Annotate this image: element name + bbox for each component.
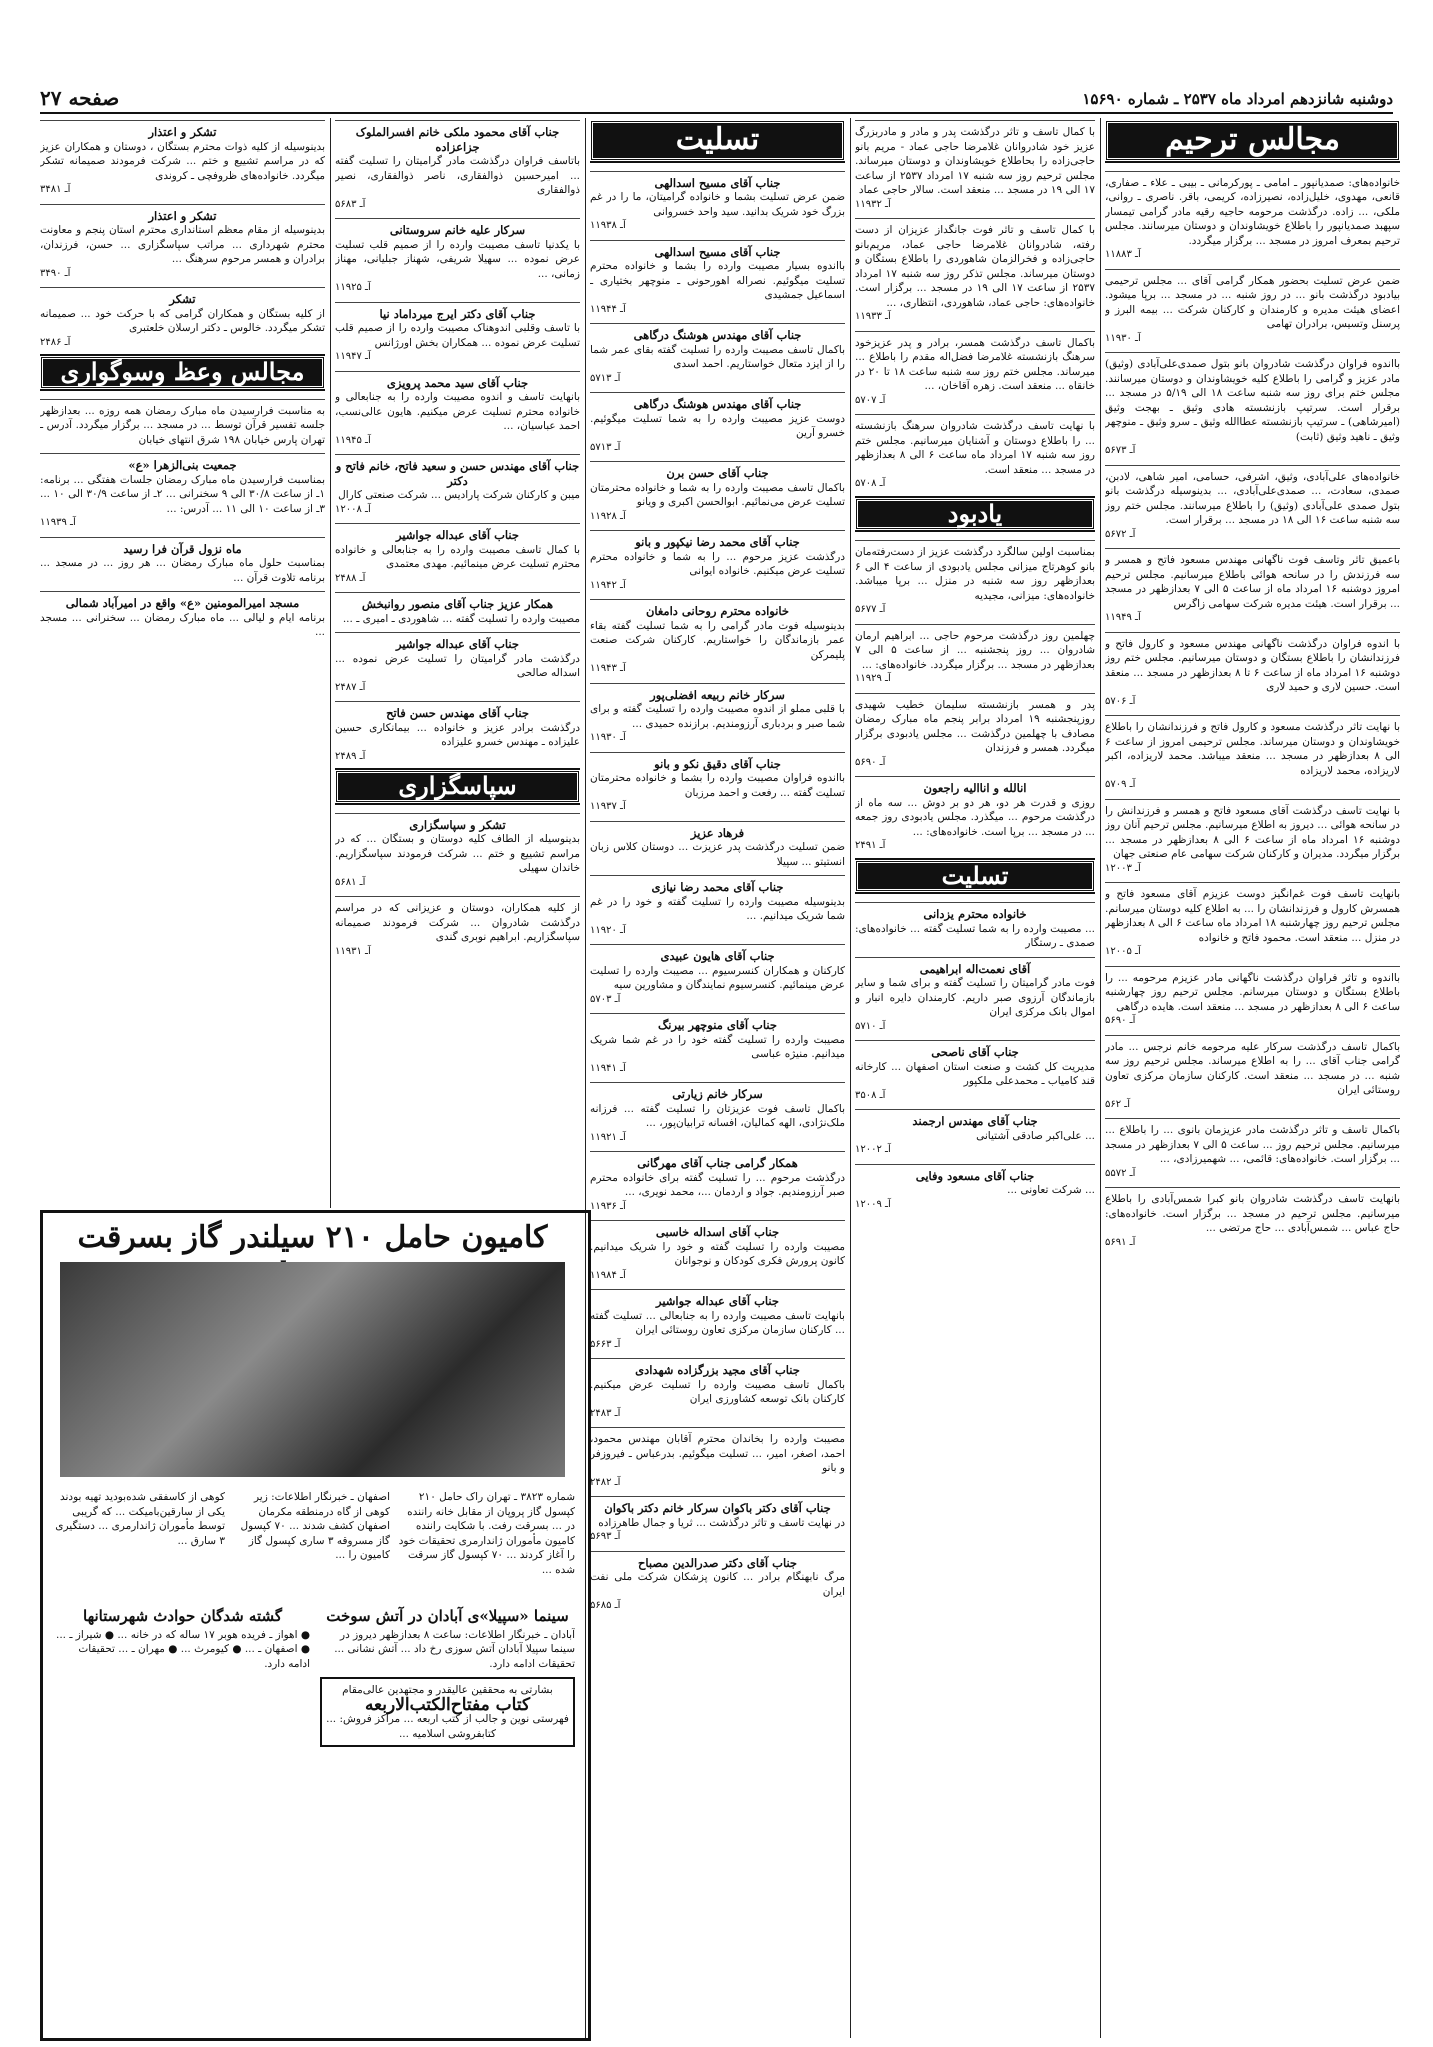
banner-vaz-sogvari: مجالس وعظ وسوگواری	[40, 356, 325, 389]
notice-title: جناب آقای منوچهر بیرنگ	[658, 1018, 777, 1032]
notice-item	[590, 1289, 845, 1358]
notice-code: آـ ۵۶۹۰	[1105, 1015, 1136, 1026]
notice-title: جناب آقای سید محمد پرویزی	[386, 375, 529, 390]
notice-item	[855, 902, 1095, 957]
notice-item	[590, 1358, 845, 1427]
notice-code: آـ ۱۲۰۰۲	[855, 1144, 891, 1155]
notice-item	[590, 1082, 845, 1151]
notice-code: آـ ۱۱۹۳۰	[590, 732, 626, 743]
page-number: صفحه ۲۷	[40, 86, 120, 110]
notice-body: بمناسبت حلول ماه مبارک رمضان ... هر روز ... در مسجد ... برنامه تلاوت قرآن ...	[40, 557, 325, 584]
banner-yadbood: یادبود	[855, 498, 1095, 531]
notice-code: آـ ۵۷۰۸	[855, 478, 886, 489]
notice-body: مصیبت وارده را تسلیت گفته خود را در غم شما شریک میدانیم. منیژه عباسی	[590, 1033, 845, 1060]
notice-title: جناب آقای مهندس هوشنگ درگاهی	[633, 397, 802, 411]
notice-body: ضمن عرض تسلیت بشما و خانواده گرامیتان، ما را در غم بزرگ خود شریک بدانید. سید واحد خسروانی	[590, 191, 845, 218]
notice-body: باکمال تاسف و تاثر درگذشت مادر عزیزمان بانوی ... را باطلاع ... میرسانیم. مجلس ترحیم روز ... ساعت ۵ الی ۷ بعدازظهر در مسجد ... برگزار است. خانواده‌های: قائمی، ... شهمیرزادی، ...	[1105, 1124, 1400, 1165]
notice-item	[855, 693, 1095, 777]
notice-body: بدینوسیله از الطاف کلیه دوستان و بستگان ... که در مراسم تشییع و ختم ... شرکت فرمودند سپاسگزاریم. خاندان سهیلی	[335, 833, 580, 874]
cinema-fire-headline: سینما «سپیلا»ی آبادان در آتش سوخت	[326, 1607, 569, 1625]
notice-code: آـ ۵۶۸۱	[335, 876, 366, 888]
notice-title: جناب آقای مسعود وفایی	[915, 1168, 1035, 1183]
notice-code: آـ ۵۶۸۳	[335, 198, 366, 210]
notice-body: با نهایت تاثر درگذشت مسعود و کارول فاتح و فرزندانشان را باطلاع خویشاوندان و دوستان میرساند. مجلس ترحیمی امروز از ساعت ۶ الی ۸ بعدازظهر در مسجد ... منعقد میباشد. محمد لاریزاده، اکبر لاریزاده، محمد لاریزاده	[1105, 721, 1400, 777]
notice-title: جناب آقای دکتر باکوان سرکار خانم دکتر باکوان	[604, 1501, 831, 1515]
notice-code: آـ ۲۴۸۸	[335, 572, 366, 584]
notice-item	[590, 461, 845, 530]
notice-title: جناب آقای عبداله جواشیر	[395, 637, 520, 651]
notice-body: بدینوسیله از کلیه ذوات محترم بستگان ، دوستان و همکاران عزیز که در مراسم تشییع و ختم ... شرکت فرمودند صمیمانه تشکر میگردد. خانواده‌های ظروفچی ـ کروندی	[40, 140, 325, 182]
notice-body: باکمال تاسف درگذشت سرکار علیه مرحومه خانم نرجس ... مادر گرامی جناب آقای ... را به اطلاع میرساند. مجلس ترحیم روز سه شنبه ... در مسجد ... منعقد است. کارکنان سازمان مرکزی تعاون روستائی ایران	[1105, 1040, 1400, 1096]
book-ad-pre: بشارتی به محققین عالیقدر و مجتهدین عالی‌مقام	[342, 1684, 553, 1696]
column-majales	[1105, 120, 1400, 2035]
notice-item	[590, 752, 845, 821]
notice-code: آـ ۵۶۸۵	[590, 1600, 621, 1611]
notice-item	[335, 813, 580, 897]
notice-item	[1105, 799, 1400, 883]
notice-body: مصیبت وارده را تسلیت گفته ... شاهوردی ـ امیری ـ ...	[342, 612, 580, 625]
notice-title: مسجد امیرالمومنین «ع» واقع در امیرآباد شمالی	[65, 596, 300, 610]
notice-code: آـ ۳۵۰۸	[855, 1089, 886, 1101]
notice-title: جناب آقای دکتر صدرالدین مصباح	[637, 1555, 798, 1570]
notice-code: آـ ۵۷۱۳	[590, 372, 621, 384]
notice-item	[40, 591, 325, 646]
notice-body: بااندوه فراوان درگذشت شادروان بانو بتول صمدی‌علی‌آبادی (وثیق) مادر عزیز و گرامی را باطلاع کلیه خویشاوندان و دوستان میرسانند. مجلس ختم برای روز سه شنبه ساعت ۱۸ الی ۵/۱۹ در مسجد ... برقرار است. سرتیپ بازنشسته هادی وثیق ـ بهجت وثیق (امیرشاهی) ـ سرتیپ بازنشسته عطاالله وثیق ـ سرو وثیق ـ منوچهر وثیق ـ ناهید وثیق (ثابت)	[1105, 358, 1400, 443]
notice-body: باعمیق تاثر وتاسف فوت ناگهانی مهندس مسعود فاتح و همسر و سه فرزندش را در سانحه هوائی باطلاع میرسانیم. مجلس ترحیم امروز دوشنبه ۱۶ امرداد ماه از ساعت ۵ الی ۷ بعدازظهر در مسجد ... برقرار است. هیئت مدیره شرکت سهامی زاگرس	[1105, 554, 1400, 610]
notice-body: بانهایت تاسف مصیبت وارده را به جنابعالی ... تسلیت گفته ... کارکنان سازمان مرکزی تعاون روستائی ایران	[590, 1309, 845, 1336]
notice-code: آـ ۵۷۰۶	[1105, 695, 1136, 707]
notice-item	[590, 821, 845, 876]
notice-code: آـ ۱۲۰۰۳	[1105, 862, 1141, 874]
notice-item	[590, 944, 845, 1013]
notice-title: جناب آقای محمود ملکی خانم افسرالملوک جزاعزاده	[355, 125, 560, 154]
notice-code: آـ ۱۱۹۴۱	[590, 1062, 626, 1074]
notice-code: آـ ۱۱۹۲۹	[855, 673, 891, 684]
notice-item	[1105, 465, 1400, 549]
notice-item	[40, 120, 325, 204]
notice-code: آـ ۱۱۹۴۲	[590, 579, 626, 591]
notice-code: آـ ۵۶۹۳	[590, 1531, 621, 1542]
notice-title: فرهاد عزیز	[690, 825, 745, 840]
notice-item	[335, 371, 580, 455]
notice-title: جناب آقای مهندس حسن فاتح	[386, 706, 529, 720]
notice-code: آـ ۵۶۷۷	[855, 604, 886, 615]
column-five	[40, 120, 325, 1210]
notice-item	[590, 1151, 845, 1220]
notice-code: آـ ۱۲۰۰۵	[1105, 946, 1141, 957]
news-photo	[60, 1262, 565, 1477]
notice-code: آـ ۱۱۹۳۶	[590, 1200, 626, 1212]
notice-item	[1105, 269, 1400, 353]
notice-item	[590, 530, 845, 599]
notice-item	[40, 399, 325, 454]
column-taslit	[590, 120, 845, 2035]
notice-item	[855, 957, 1095, 1041]
notice-item	[1105, 352, 1400, 465]
notice-item	[40, 537, 325, 592]
notice-body: باکمال تاسف مصیبت وارده را تسلیت گفته بقای عمر شما را از ایزد متعال خواستاریم. احمد اسدی	[590, 343, 845, 370]
notice-item	[855, 1164, 1095, 1219]
notice-code: آـ ۵۶۹۱	[1105, 1236, 1136, 1248]
notice-title: جمعیت بنی‌الزهرا «ع»	[128, 458, 237, 472]
notice-body: روزی و قدرت هر دو، هر دو بر دوش ... سه ماه از درگذشت مرحوم ... میگذرد. مجلس یادبودی روز جمعه ... در مسجد ... برپا است. خانواده‌های: ...	[855, 796, 1095, 838]
notice-item	[40, 287, 325, 356]
notice-title: جناب آقای مجید بزرگزاده شهدادی	[635, 1363, 800, 1377]
notice-body: از کلیه بستگان و همکاران گرامی که با حرکت خود ... صمیمانه تشکر میگردد. خالوس ـ دکتر ارسلان خلعتبری	[40, 307, 325, 334]
notice-code: آـ ۳۴۹۰	[40, 267, 71, 279]
notice-item	[590, 1496, 845, 1551]
notice-code: آـ ۱۱۹۴۳	[590, 663, 626, 674]
notice-item	[590, 1551, 845, 1620]
notice-title: جناب آقای مهندس ارجمند	[912, 1114, 1038, 1128]
notice-body: با یکدنیا تاسف مصیبت وارده را از صمیم قلب تسلیت عرض نموده ... سهیلا شریفی، شهناز جبلیانی، مهناز زمانی، ...	[335, 238, 580, 280]
notice-body: مصیبت وارده را تسلیت گفته و خود را شریک میدانیم. کانون پرورش فکری کودکان و نوجوانان	[590, 1240, 845, 1267]
notice-body: درگذشت عزیز مرحوم ... را به شما و خانواده محترم تسلیت عرض میکنیم. خانواده ایوانی	[590, 550, 845, 577]
notice-body: ... شرکت تعاونی ...	[1007, 1184, 1095, 1196]
notice-body: با نهایت تاسف درگذشت شادروان سرهنگ بازنشسته ... را باطلاع دوستان و آشنایان میرسانیم. مجلس ختم روز سه شنبه ۱۷ امرداد ماه ساعت ۶ الی ۸ بعدازظهر در مسجد ... منعقد است.	[855, 420, 1095, 476]
accidents-body: ● اهواز ـ فریده هوبر ۱۷ ساله که در خانه ... ● شیراز ـ ... ● اصفهان ـ ... ● کیومرث ... ● مهران ـ ... تحقیقات ادامه دارد.	[56, 1628, 310, 1670]
notice-body: ... علی‌اکبر صادقی آشتیانی	[976, 1129, 1095, 1142]
notice-body: مصیبت وارده را بخاندان محترم آقابان مهندس محمود، احمد، اصغر، امیر، ... تسلیت میگوئیم. بدرعباس ـ فیروزفر و بانو	[590, 1433, 845, 1474]
notice-code: آـ ۵۷۰۷	[855, 394, 886, 406]
notice-code: آـ ۲۴۸۹	[335, 750, 366, 762]
notice-body: بانهایت تاسف درگذشت شادروان بانو کبرا شمس‌آبادی را باطلاع میرسانیم. مجلس ترحیم در مسجد ... برگزار است. خانواده‌های: حاج عباس ... شمس‌آبادی ... حاج مرتضی ...	[1105, 1193, 1400, 1234]
notice-code: آـ ۲۴۸۲	[590, 1476, 621, 1488]
notice-code: آـ ۲۴۸۶	[40, 336, 71, 348]
notice-body: با کمال تاسف و تاثر فوت جانگداز عزیزان از دست رفته، شادروانان غلامرضا حاجی عماد، مریم‌بانو حاجی‌زاده و فخرالزمان شاهوردی را باطلاع بستگان و دوستان میرساند. مجلس تذکر روز سه شنبه ۱۷ امرداد ۲۵۳۷ از ساعت ۱۷ الی ۱۹ در مسجد ... برگزار است. خانواده‌های: حاجی عماد، شاهوردی، انتظاری، ...	[855, 224, 1095, 309]
notice-title: تشکر و اعتذار	[148, 208, 217, 223]
notice-item	[1105, 882, 1400, 966]
page-header	[40, 86, 1393, 114]
notice-body: مدیریت کل کشت و صنعت استان اصفهان ... کارخانه قند کامیاب ـ محمدعلی ملکپور	[855, 1060, 1095, 1087]
notice-body: بانهایت تاسف و اندوه مصیبت وارده را به جنابعالی و خانواده محترم تسلیت عرض میکنیم. هایون عالی‌نسب، احمد عباسیان، ...	[335, 391, 580, 432]
notice-code: آـ ۱۱۹۳۹	[40, 517, 76, 528]
news-col-1: شماره ۳۸۲۳ ـ تهران راک حامل ۲۱۰ کپسول گاز پروپان از مقابل خانه راننده در ... بسرقت رفت. با شکایت راننده کامیون مأموران ژاندارمری تحقیقات خود را آغاز کردند ... ۷۰ کپسول گاز سرقت شده ...	[398, 1491, 575, 1576]
notice-body: بمناسبت اولین سالگرد درگذشت عزیز از دست‌رفته‌مان بانو کوهرتاج میزانی مجلس یادبودی از ساعت ۴ الی ۶ بعدازظهر روز سه شنبه در منزل ... برپا میباشد. خانواده‌های: میزانی، مجیدیه	[855, 546, 1095, 602]
notice-title: جناب آقای مهندس حسن و سعید فاتح، خانم فاتح و دکتر	[335, 459, 580, 488]
notice-code: آـ ۱۱۹۳۰	[1105, 332, 1141, 344]
notice-item	[855, 776, 1095, 860]
notice-item	[590, 392, 845, 461]
notice-body: در نهایت تاسف و تاثر درگذشت ... ثریا و جمال طاهرزاده	[598, 1516, 845, 1529]
cinema-fire-body: آبادان ـ خبرنگار اطلاعات: ساعت ۸ بعدازظهر دیروز در سینما سپیلا آبادان آتش سوزی رخ داد ... آتش نشانی ... تحقیقات ادامه دارد.	[334, 1628, 575, 1670]
notice-item	[855, 414, 1095, 498]
notice-code: آـ ۵۷۰۹	[1105, 779, 1136, 790]
notice-body: ... مصیبت وارده را به شما تسلیت گفته ... خانواده‌های: صمدی ـ رستگار	[855, 922, 1095, 949]
banner-majales-tarhim: مجالس ترحیم	[1105, 120, 1400, 161]
notice-body: کارکنان و همکاران کنسرسیوم ... مصیبت وارده را تسلیت عرض مینمائیم. کنسرسیوم نمایندگان و مشاورین سیه	[590, 964, 845, 991]
notice-item	[335, 523, 580, 592]
notice-item	[1105, 171, 1400, 269]
notice-code: آـ ۲۴۸۷	[335, 681, 366, 693]
notice-code: آـ ۱۱۹۴۵	[335, 434, 371, 446]
notice-item	[590, 1427, 845, 1496]
notice-code: آـ ۱۲۰۰۹	[855, 1198, 891, 1210]
notice-code: آـ ۵۶۲	[1105, 1098, 1131, 1110]
notice-title: جناب آقای دکتر ایرج میرداماد نیا	[379, 306, 536, 321]
notice-item	[335, 218, 580, 302]
banner-taslit-2: تسلیت	[855, 860, 1095, 893]
notice-title: خانواده محترم روحانی دامغان	[645, 604, 790, 618]
notice-item	[335, 120, 580, 218]
notice-body: بااندوه فراوان مصیبت وارده را بشما و خانواده محترمتان تسلیت گفته ... رفعت و احمد مرزبان	[590, 772, 845, 799]
notice-title: ماه نزول قرآن فرا رسید	[123, 541, 242, 556]
notice-code: آـ ۱۱۹۳۳	[855, 311, 891, 322]
notice-code: آـ ۱۱۹۳۲	[855, 198, 891, 210]
notice-item	[40, 453, 325, 537]
notice-item	[855, 120, 1095, 218]
notice-body: مرگ نابهنگام برادر ... کانون پزشکان شرکت ملی نفت ایران	[590, 1571, 845, 1598]
notice-body: خانواده‌های: صمدیانپور ـ امامی ـ پورکرمانی ـ بیبی ـ علاء ـ صفاری، قانعی، مهدوی، خلیل‌زاده، نصیرزاده، کریمی، باقر. ناصری ـ روانی، ملکی، ... زاده. درگذشت مرحومه حاجیه رقیه مادر گرامی تیمسار سپهبد صمدیانپور را باطلاع خویشاوندان و دوستان میرسانند. مجلس ترحیم بمعرف امروز در مسجد ... برگزار میگردد.	[1105, 176, 1400, 247]
notice-code: آـ ۱۱۹۲۱	[590, 1131, 626, 1143]
notice-body: با اندوه فراوان درگذشت ناگهانی مهندس مسعود و کارول فاتح و فرزندانشان را باطلاع بستگان و دوستان میرسانیم. مجلس ختم روز دوشنبه ۱۶ امرداد ماه از ساعت ۶ تا ۸ بعدازظهر در مسجد ... منعقد است. حسین لاری و حمید لاری	[1105, 637, 1400, 693]
notice-code: آـ ۲۴۸۳	[590, 1407, 621, 1419]
notice-body: بدینوسیله مصیبت وارده را تسلیت گفته و خود را در غم شما شریک میدانیم. ...	[590, 895, 845, 922]
notice-title: جناب آقای هایون عبیدی	[660, 949, 775, 963]
notice-item	[855, 1040, 1095, 1109]
notice-body: ضمن عرض تسلیت بحضور همکار گرامی آقای ... مجلس ترحیمی بیادبود درگذشت بانو ... در روز شنبه ... در مسجد ... برپا میشود. اعضای هیئت مدیره و کارمندان و کارکنان شرکت ... بیمه البرز و پرسنل وتسیس، برادران تهامی	[1105, 274, 1400, 330]
notice-body: بانهایت تاسف فوت غم‌انگیز دوست عزیزم آقای مسعود فاتح و همسرش کارول و فرزندانشان را ... به اطلاع کلیه دوستان میرسانم. مجلس ترحیم روز چهارشنبه ۱۸ امرداد ماه ساعت ۶ الی ۸ بعدازظهر در منزل ... منعقد است. محمود فاتح و خانواده	[1105, 888, 1400, 944]
book-ad-title: کتاب مفتاح‌الکتب‌الاربعه	[364, 1694, 531, 1715]
notice-item	[335, 454, 580, 523]
notice-body: با تاسف وقلبی اندوهناک مصیبت وارده را از صمیم قلب تسلیت عرض نموده ... همکاران بخش اورژانس	[335, 322, 580, 349]
notice-code: آـ ۵۷۱۳	[590, 441, 621, 453]
notice-title: جناب آقای مسیح اسدالهی	[654, 244, 781, 259]
notice-title: جناب آقای محمد رضا نیکپور و بانو	[635, 535, 800, 549]
notice-title: آقای نعمت‌اله ابراهیمی	[919, 961, 1031, 976]
notice-code: آـ ۵۷۱۰	[855, 1020, 886, 1032]
notice-title: انالله و اناالیه راجعون	[923, 781, 1027, 795]
notice-body: میبن و کارکنان شرکت پارادیس ... شرکت صنعتی کارال	[338, 489, 580, 501]
notice-code: آـ ۱۱۹۸۴	[590, 1269, 626, 1281]
notice-title: جناب آقای عبداله جواشیر	[395, 528, 520, 542]
notice-item	[1105, 1118, 1400, 1187]
notice-body: باکمال تاسف درگذشت همسر، برادر و پدر عزیزخود سرهنگ بازنشسته غلامرضا فضل‌اله مقدم را باطلاع ... میرساند. مجلس ختم روز سه شنبه ساعت ۱۸ تا ۲۰ در خانقاه ... منعقد است. زهره آقاخان، ...	[855, 336, 1095, 392]
notice-code: آـ ۱۱۹۴۴	[590, 303, 626, 315]
notice-item	[855, 218, 1095, 331]
notice-title: همکار گرامی جناب آقای مهرگانی	[637, 1156, 798, 1170]
notice-code: آـ ۵۶۷۲	[1105, 528, 1136, 540]
notice-body: درگذشت مادر گرامیتان را تسلیت عرض نموده ... اسداله صالحی	[335, 652, 580, 679]
notice-item	[335, 592, 580, 632]
notice-title: جناب آقای دقیق نکو و بانو	[654, 756, 781, 771]
notice-title: همکار عزیز جناب آقای منصور روانبخش	[361, 597, 554, 611]
news-section-cinema	[320, 1605, 575, 2025]
notice-title: تشکر و سپاسگزاری	[409, 817, 506, 832]
notice-title: جناب آقای مسیح اسدالهی	[654, 175, 781, 190]
notice-title: سرکار علیه خانم سروستانی	[389, 223, 526, 237]
notice-body: باکمال تاسف مصیبت وارده را به شما و خانواده محترمتان تسلیت عرض می‌نمائیم. ابوالحسن اکبری و ویانو	[590, 481, 845, 508]
notice-code: آـ ۱۲۰۰۸	[335, 503, 371, 515]
notice-code: آـ ۵۶۶۳	[590, 1338, 621, 1350]
notice-body: بااندوه و تاثر فراوان درگذشت ناگهانی مادر عزیزم مرحومه ... را باطلاع بستگان و دوستان میرسانم. مجلس ترحیم روز چهارشنبه ساعت ۶ الی ۸ بعدازظهر در مسجد ... منعقد است. هایده درگاهی	[1105, 971, 1400, 1013]
notice-title: جناب آقای مهندس هوشنگ درگاهی	[633, 328, 802, 342]
column-four	[335, 120, 580, 1210]
notice-code: آـ ۱۱۹۳۷	[590, 801, 626, 812]
notice-item	[590, 1013, 845, 1082]
notice-body: باتاسف فراوان درگذشت مادر گرامیتان را تسلیت گفته ... امیرحسین ذوالفقاری، ناصر ذوالفقاری، نصیر ذوالفقاری	[335, 155, 580, 196]
notice-item	[1105, 1035, 1400, 1119]
notice-item	[590, 171, 845, 240]
notice-title: جناب آقای عبداله جواشیر	[655, 1294, 780, 1308]
notice-body: بااندوه بسیار مصیبت وارده را بشما و خانواده محترم تسلیت میگوئیم. نصراله اهورحونی ـ منوچهر بختیاری ـ اسماعیل جمشیدی	[590, 260, 845, 301]
notice-item	[590, 599, 845, 683]
notice-item	[335, 632, 580, 701]
notice-body: برنامه ایام و لیالی ... ماه مبارک رمضان ... سخنرانی ... مسجد ...	[40, 611, 325, 638]
notice-item	[855, 1109, 1095, 1164]
notice-item	[335, 302, 580, 371]
notice-code: آـ ۱۱۹۲۰	[590, 924, 626, 936]
notice-body: با قلبی مملو از اندوه مصیبت وارده را تسلیت گفته و برای شما صبر و بردباری آرزومندیم. برازنده حمیدی ...	[590, 703, 845, 730]
notice-item	[1105, 548, 1400, 632]
notice-body: بدینوسیله از مقام معظم استانداری محترم استان پنجم و معاونت محترم شهرداری ... مراتب سپاسگزاری ... حسن، فرزندان، برادران و همسر مرحوم سرهنگ ...	[40, 224, 325, 265]
notice-body: با کمال تاسف و تاثر درگذشت پدر و مادر و مادربزرگ عزیز خود شادروانان غلامرضا حاجی عماد - مریم بانو حاجی‌زاده را بحاطلاع خویشاوندان و دوستان میرساند. مجلس ترحیم روز سه شنبه ۱۷ امرداد ۲۵۳۷ از ساعت ۱۷ الی ۱۹ در مسجد ... منعقد است. سالار حاجی عماد	[855, 126, 1095, 196]
notice-title: تشکر	[169, 292, 196, 306]
banner-taslit-1: تسلیت	[590, 120, 845, 161]
issue-date: دوشنبه شانزدهم امرداد ماه ۲۵۳۷ ـ شماره ۱۵۶۹۰	[1082, 90, 1393, 108]
notice-body: بدینوسیله فوت مادر گرامی را به شما تسلیت گفته بقاء عمر بازماندگان را خواستاریم. کارکنان شرکت صنعت پلیمرکن	[590, 619, 845, 661]
notice-title: سرکار خانم ربیعه افضلی‌پور	[650, 687, 785, 702]
notice-item	[590, 1220, 845, 1289]
notice-title: جناب آقای ناصحی	[931, 1045, 1019, 1059]
notice-code: آـ ۱۱۹۲۵	[335, 282, 371, 293]
notice-code: آـ ۵۵۷۲	[1105, 1167, 1136, 1179]
notice-body: از کلیه همکاران، دوستان و عزیزانی که در مراسم درگذشت شادروان ... شرکت فرمودند صمیمانه سپاسگزاریم. ابراهیم نوبری گندی	[335, 902, 580, 943]
notice-code: آـ ۱۱۸۸۳	[1105, 249, 1141, 260]
news-col-2: اصفهان ـ خبرنگار اطلاعات: زیر کوهی از گاه درمنطقه مکرمان اصفهان کشف شدند ... ۷۰ کپسول گاز مسروقه ۳ ساری کپسول گاز کامیون را ...	[240, 1491, 390, 1561]
notice-code: آـ ۲۴۹۱	[855, 840, 886, 851]
notice-item	[590, 683, 845, 752]
banner-sepasgozari: سپاسگزاری	[335, 770, 580, 803]
notice-title: جناب آقای اسداله خاسبی	[655, 1225, 780, 1239]
notice-body: فوت مادر گرامیتان را تسلیت گفته و برای شما و سایر بازماندگان آرزوی صبر داریم. کارمندان دایره انبار و اموال بانک مرکزی ایران	[855, 977, 1095, 1018]
notice-code: آـ ۱۱۹۴۹	[1105, 612, 1141, 623]
column-two	[855, 120, 1095, 2035]
notice-title: خانواده محترم یزدانی	[923, 907, 1027, 921]
notice-title: سرکار خانم زیارتی	[672, 1087, 763, 1101]
notice-item	[855, 624, 1095, 693]
notice-item	[1105, 632, 1400, 716]
notice-item	[590, 875, 845, 944]
notice-code: آـ ۳۴۸۱	[40, 184, 71, 195]
notice-body: با کمال تاسف مصیبت وارده را به جنابعالی و خانواده محترم تسلیت عرض مینمائیم. مهدی معتمدی	[335, 543, 580, 570]
notice-code: آـ ۱۱۹۴۷	[335, 351, 371, 362]
notice-code: آـ ۱۱۹۳۱	[335, 945, 371, 957]
accidents-headline: گشته شدگان حوادث شهرستانها	[83, 1607, 282, 1625]
notice-body: خانواده‌های علی‌آبادی، وثیق، اشرفی، حسامی، امیر شاهی، لادبن، صمدی، سعادت، ... صمدی‌علی‌آبادی، ... بدینوسیله درگذشت بانو بتول صمدی علی‌آبادی (وثیق) را باطلاع میرسانند. مجلس ختم روز سه شنبه ساعت ۱۶ الی ۱۸ در مسجد ... برقرار است.	[1105, 470, 1400, 526]
notice-title: جناب آقای محمد رضا نیازی	[651, 880, 784, 894]
notice-title: جناب آقای حسن برن	[666, 466, 769, 480]
notice-item	[1105, 966, 1400, 1035]
notice-body: دوست عزیز مصیبت وارده را به شما تسلیت میگوئیم. خسرو آرین	[590, 412, 845, 439]
notice-item	[1105, 1187, 1400, 1256]
notice-item	[855, 331, 1095, 415]
book-ad-box	[320, 1677, 575, 1747]
notice-body: چهلمین روز درگذشت مرحوم حاجی ... ابراهیم ارمان شادروان ... روز پنجشنبه ... از ساعت ۵ الی ۷ بعدازظهر در مسجد ... برگزار میگردد. خانواده‌های: ...	[855, 629, 1095, 671]
notice-body: پدر و همسر بازنشسته سلیمان خطیب شهیدی روزپنجشنبه ۱۹ امرداد برابر پنجم ماه مبارک رمضان مصادف با چهلمین درگذشت ... مجلس یادبودی برگزار میگردد. همسر و فرزندان	[855, 698, 1095, 754]
notice-code: آـ ۵۶۷۳	[1105, 445, 1136, 456]
news-section-accidents	[55, 1605, 310, 2025]
notice-item	[335, 896, 580, 965]
notice-item	[40, 204, 325, 288]
notice-item	[1105, 715, 1400, 799]
news-col-3: کوهی از کاسفقی شده‌بودید تهیه بودند یکی از سارقین‌بامیکت ... که گریبی توسط مأموران ژاندارمری ... دستگیری ۳ سارق ...	[55, 1491, 225, 1547]
notice-code: آـ ۵۶۹۰	[855, 756, 886, 768]
notice-item	[335, 701, 580, 770]
notice-body: با نهایت تاسف درگذشت آقای مسعود فاتح و همسر و فرزندانش را در سانحه هوائی ... دیروز به اطلاع میرسانیم. مجلس ترحیم آنان روز دوشنبه ۱۶ امرداد ماه از ساعت ۶ الی ۸ بعدازظهر در مسجد ... برگزار میگردد. مدیران و کارکنان شرکت سهامی عام صنعتی جهان	[1105, 804, 1400, 860]
notice-body: بمناسبت فرارسیدن ماه مبارک رمضان جلسات هفتگی ... برنامه: ۱ـ از ساعت ۳۰/۸ الی ۹ سخنرانی ... ۲ـ از ساعت ۳۰/۹ الی ۱۰ ... ۳ـ از ساعت ۱۰ الی ۱۱ ... آدرس: ...	[40, 473, 325, 515]
book-ad-body: فهرستی نوین و جالب از کتب اربعه ... مراکز فروش: ... کتابفروشی اسلامیه ...	[326, 1713, 569, 1740]
notice-title: تشکر و اعتذار	[148, 125, 217, 139]
notice-item	[855, 540, 1095, 624]
notice-body: ضمن تسلیت درگذشت پدر عزیزت ... دوستان کلاس زبان انستیتو ... سپیلا	[590, 841, 845, 868]
notice-body: باکمال تاسف مصیبت وارده را تسلیت عرض میکنیم. کارکنان بانک توسعه کشاورزی ایران	[590, 1378, 845, 1405]
notice-code: آـ ۵۷۰۳	[590, 993, 621, 1005]
notice-body: درگذشت مرحوم ... را تسلیت گفته برای خانواده محترم صبر آرزومندیم. جواد و اردمان ...، محمد نویری، ...	[590, 1171, 845, 1198]
notice-code: آـ ۱۱۹۳۸	[590, 220, 626, 231]
notice-code: آـ ۱۱۹۲۸	[590, 510, 626, 522]
notice-item	[590, 323, 845, 392]
news-headline: کامیون حامل ۲۱۰ سیلندر گاز بسرقت	[77, 1220, 548, 1255]
notice-body: درگذشت برادر عزیز و خانواده ... بیمانکاری حسین علیزاده ـ مهندس خسرو علیزاده	[335, 721, 580, 748]
notice-body: به مناسبت فرارسیدن ماه مبارک رمضان همه روزه ... بعدازظهر جلسه تفسیر قرآن توسط ... در مسجد ... برگزار میگردد. آدرس ـ تهران پارس خیابان ۱۹۸ شرق انتهای خیابان	[40, 404, 325, 446]
notice-body: باکمال تاسف فوت عزیزتان را تسلیت گفته ... فرزانه ملک‌نژادی، الهه کمالیان، افسانه ترابیان‌پور، ...	[590, 1102, 845, 1129]
notice-item	[590, 240, 845, 324]
